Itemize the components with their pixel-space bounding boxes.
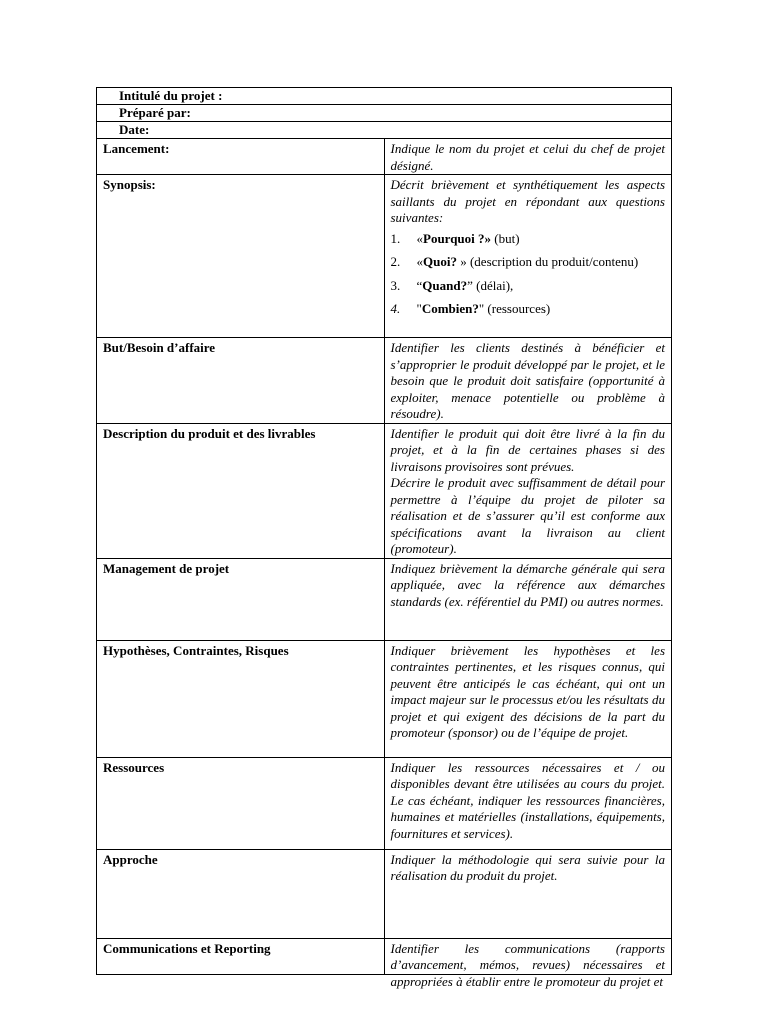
row-description: Indique le nom du projet et celui du chef de projet désigné. xyxy=(384,139,672,175)
row-label: Ressources xyxy=(97,757,385,849)
prepared-by-label: Préparé par: xyxy=(97,105,672,122)
row-label: Description du produit et des livrables xyxy=(97,423,385,558)
list-text: «Quoi? » (description du produit/contenu) xyxy=(416,254,639,269)
row-ressources xyxy=(97,757,672,849)
row-synopsis xyxy=(97,175,672,338)
question-keyword: Combien? xyxy=(421,301,479,316)
synopsis-intro: Décrit brièvement et synthétiquement les aspects saillants du projet en répondant aux questions suivantes: xyxy=(390,177,665,225)
row-description xyxy=(384,423,672,558)
project-charter-form xyxy=(96,87,672,989)
list-number: 2. xyxy=(390,254,401,269)
row-description xyxy=(384,175,672,338)
list-number: 1. xyxy=(390,230,401,246)
header-row-title xyxy=(97,88,672,105)
row-lancement xyxy=(97,139,672,175)
header-row-date xyxy=(97,122,672,139)
row-label: Hypothèses, Contraintes, Risques xyxy=(97,640,385,757)
paragraph: Décrire le produit avec suffisamment de détail pour permettre à l’équipe du projet de piloter sa réalisation et de s’assurer qu’il est conforme aux spécifications avant la livraison au client (promoteur). xyxy=(390,475,665,556)
row-description: Identifier les clients destinés à bénéficier et s’approprier le produit développé par le projet, et le besoin que le produit doit satisfaire (opportunité à exploiter, menace potentielle ou problème à résoudre). xyxy=(384,338,672,424)
row-description-livrables xyxy=(97,423,672,558)
question-keyword: Pourquoi ?» xyxy=(423,230,492,246)
date-label: Date: xyxy=(97,122,672,139)
row-communications xyxy=(97,938,672,974)
row-description: Indiquer brièvement les hypothèses et les contraintes pertinentes, et les risques connus, qui peuvent être anticipés le cas échéant, qui ont un impact majeur sur le processus et/ou les résultats du projet et qui exigent des décisions de la part du promoteur (sponsor) ou de l’équipe de projet. xyxy=(384,640,672,757)
list-text: «Pourquoi ?» (but) xyxy=(416,230,520,246)
list-number: 4. xyxy=(390,301,401,316)
row-label: Approche xyxy=(97,849,385,938)
row-label: Communications et Reporting xyxy=(97,938,385,974)
row-description: Indiquez brièvement la démarche générale qui sera appliquée, avec la référence aux démarches standards (ex. référentiel du PMI) ou autres normes. xyxy=(384,558,672,640)
question-keyword: Quoi? xyxy=(423,254,457,269)
list-item xyxy=(391,254,666,271)
row-but-besoin xyxy=(97,338,672,424)
paragraph: Identifier le produit qui doit être livré à la fin du projet, et à la fin de certaines phases si des livraisons provisoires sont prévues. xyxy=(390,425,665,474)
row-description xyxy=(384,938,672,989)
row-management xyxy=(97,558,672,640)
row-hypotheses xyxy=(97,640,672,757)
list-item xyxy=(391,278,666,295)
list-text: "Combien?" (ressources) xyxy=(416,301,551,316)
row-label: Synopsis: xyxy=(97,175,385,338)
row-label: But/Besoin d’affaire xyxy=(97,338,385,424)
list-item xyxy=(391,301,666,318)
charter-table xyxy=(96,87,672,989)
row-label: Lancement: xyxy=(97,139,385,175)
truncated-text: Identifier les communications (rapports d’avancement, mémos, revues) nécessaires et appropriées à établir entre le promoteur du projet et xyxy=(390,940,665,989)
header-row-prepared xyxy=(97,105,672,122)
list-number: 3. xyxy=(390,277,401,293)
question-keyword: Quand? xyxy=(422,277,468,293)
project-title-label: Intitulé du projet : xyxy=(97,88,672,105)
row-label: Management de projet xyxy=(97,558,385,640)
list-item xyxy=(391,231,666,248)
row-description: Indiquer la méthodologie qui sera suivie pour la réalisation du produit du projet. xyxy=(384,849,672,938)
row-approche xyxy=(97,849,672,938)
synopsis-questions xyxy=(391,231,666,318)
list-text: “Quand?” (délai), xyxy=(416,277,514,293)
row-description: Indiquer les ressources nécessaires et / ou disponibles devant être utilisées au cours du projet. Le cas échéant, indiquer les ressources financières, humaines et matérielles (installations, équipements, fournitures et services). xyxy=(384,757,672,849)
